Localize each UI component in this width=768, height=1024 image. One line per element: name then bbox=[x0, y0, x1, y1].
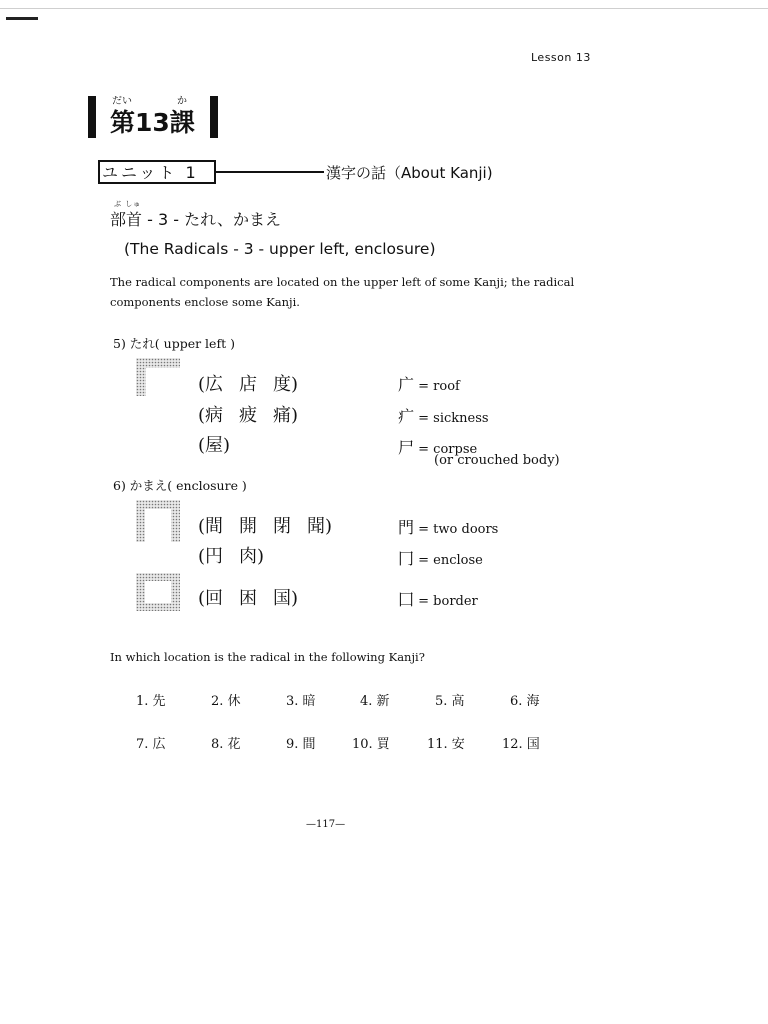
section5-heading: 5) たれ( upper left ) bbox=[113, 336, 235, 351]
exercise-item: 10. 買 bbox=[352, 737, 390, 752]
kanji: 聞) bbox=[307, 516, 333, 537]
kanji: (広 bbox=[198, 374, 224, 395]
kanji-row-enclose bbox=[198, 542, 280, 568]
kanji-row-roof bbox=[198, 370, 314, 396]
kanji-row-sickness bbox=[198, 401, 314, 427]
scan-top-edge bbox=[0, 8, 768, 9]
exercise-item: 9. 間 bbox=[286, 737, 316, 752]
radicals-heading: (The Radicals - 3 - upper left, enclosure) bbox=[124, 240, 436, 258]
page-number: —117— bbox=[306, 819, 346, 830]
radical-border bbox=[398, 587, 478, 610]
radical-meaning: = sickness bbox=[418, 411, 489, 426]
radical-sickness bbox=[398, 404, 489, 427]
unit-label: ユニット 1 bbox=[102, 163, 199, 182]
radical-meaning: = enclose bbox=[418, 553, 483, 568]
radical-meaning: = roof bbox=[418, 379, 460, 394]
kanji: 疲 bbox=[239, 405, 258, 426]
radical-meaning: = two doors bbox=[418, 522, 499, 537]
kanji: 開 bbox=[239, 516, 258, 537]
kanji: 閉 bbox=[273, 516, 292, 537]
kanji: (回 bbox=[198, 588, 224, 609]
bushu-ruby: ぶ しゅ bbox=[114, 200, 142, 208]
title-ruby-ka: か bbox=[177, 96, 187, 107]
exercise-item: 3. 暗 bbox=[286, 694, 316, 709]
lesson-label: Lesson 13 bbox=[531, 51, 591, 64]
radical-glyph: 囗 bbox=[398, 590, 415, 609]
kanji-row-border bbox=[198, 584, 314, 610]
radical-enclose bbox=[398, 546, 483, 569]
kanji: 困 bbox=[239, 588, 258, 609]
unit-rule bbox=[214, 171, 324, 173]
exercise-row-1 bbox=[0, 690, 768, 710]
exercise-item: 5. 高 bbox=[435, 694, 465, 709]
exercise-item: 2. 休 bbox=[211, 694, 241, 709]
kanji: (病 bbox=[198, 405, 224, 426]
bushu-heading: 部首 - 3 - たれ、かまえ bbox=[110, 210, 282, 229]
kanji: (円 bbox=[198, 546, 224, 567]
kanji: 肉) bbox=[239, 546, 265, 567]
kanji: 店 bbox=[239, 374, 258, 395]
exercise-item: 6. 海 bbox=[510, 694, 540, 709]
title-bar-left bbox=[88, 96, 96, 138]
exercise-row-2 bbox=[0, 733, 768, 753]
exercise-item: 1. 先 bbox=[136, 694, 166, 709]
kanji-row-two-doors bbox=[198, 512, 348, 538]
intro-text: The radical components are located on the upper left of some Kanji; the radical components enclose some Kanji. bbox=[110, 275, 575, 309]
corner-mark bbox=[6, 17, 38, 20]
radical-two-doors bbox=[398, 515, 498, 538]
title-ruby-dai: だい bbox=[112, 96, 132, 107]
radical-corpse-note: (or crouched body) bbox=[434, 453, 560, 468]
question-text: In which location is the radical in the following Kanji? bbox=[110, 650, 425, 664]
radical-meaning: = border bbox=[418, 594, 478, 609]
exercise-item: 4. 新 bbox=[360, 694, 390, 709]
upper-left-diagram bbox=[136, 358, 180, 396]
lesson-title: 第13課 bbox=[110, 108, 195, 137]
title-bar-right bbox=[210, 96, 218, 138]
radical-glyph: 尸 bbox=[398, 438, 415, 457]
exercise-item: 8. 花 bbox=[211, 737, 241, 752]
radical-glyph: 疒 bbox=[398, 407, 415, 426]
kanji-row-corpse bbox=[198, 431, 246, 457]
kanji: (屋) bbox=[198, 435, 231, 456]
exercise-item: 12. 国 bbox=[502, 737, 540, 752]
radical-glyph: 冂 bbox=[398, 549, 415, 568]
radical-glyph: 門 bbox=[398, 518, 415, 537]
unit-topic: 漢字の話（About Kanji) bbox=[326, 164, 493, 182]
enclosure-doors-diagram bbox=[136, 500, 180, 542]
exercise-item: 7. 広 bbox=[136, 737, 166, 752]
radical-roof bbox=[398, 372, 460, 395]
border-diagram bbox=[136, 573, 180, 611]
section6-heading: 6) かまえ( enclosure ) bbox=[113, 478, 247, 493]
radical-glyph: 广 bbox=[398, 375, 415, 394]
radical-meaning: = corpse bbox=[418, 442, 478, 457]
kanji: (間 bbox=[198, 516, 224, 537]
kanji: 度) bbox=[273, 374, 299, 395]
exercise-item: 11. 安 bbox=[427, 737, 465, 752]
kanji: 痛) bbox=[273, 405, 299, 426]
kanji: 国) bbox=[273, 588, 299, 609]
